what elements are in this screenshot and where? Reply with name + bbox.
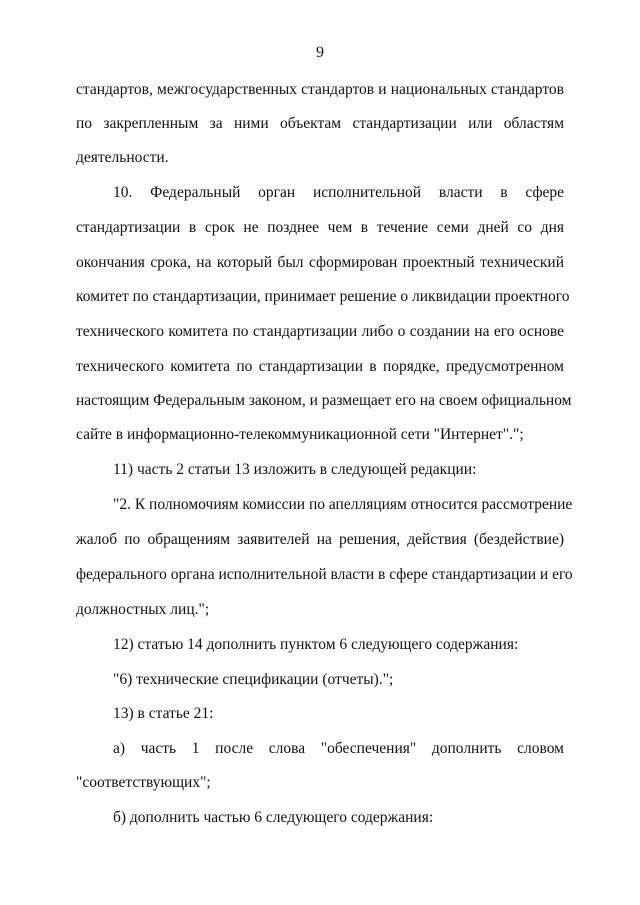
text-line: а) часть 1 после слова "обеспечения" дополнить словом [113,740,564,757]
text-line: "соответствующих"; [76,774,211,791]
text-line: комитет по стандартизации, принимает решение о ликвидации проектного [76,288,570,305]
text-line: технического комитета по стандартизации в порядке, предусмотренном [76,358,564,375]
text-line: 13) в статье 21: [113,705,214,722]
text-line: 12) статью 14 дополнить пунктом 6 следующего содержания: [113,636,519,653]
text-line: должностных лиц."; [76,601,210,618]
text-line: 11) часть 2 статьи 13 изложить в следующей редакции: [113,461,477,478]
text-line: "6) технические спецификации (отчеты)."; [113,671,394,688]
page-number: 9 [316,44,324,61]
text-line: б) дополнить частью 6 следующего содержания: [113,809,434,826]
text-line: сайте в информационно-телекоммуникационной сети "Интернет"."; [76,426,524,443]
text-line: 10. Федеральный орган исполнительной власти в сфере [113,184,564,201]
text-line: стандартизации в срок не позднее чем в течение семи дней со дня [76,219,564,236]
text-line: стандартов, межгосударственных стандартов и национальных стандартов [76,81,564,98]
text-line: федерального органа исполнительной власти в сфере стандартизации и его [76,566,573,583]
text-line: настоящим Федеральным законом, и размещает его на своем официальном [76,392,572,409]
text-line: по закрепленным за ними объектам стандартизации или областям [76,115,564,132]
text-line: жалоб по обращениям заявителей на решения, действия (бездействие) [76,531,564,548]
text-line: деятельности. [76,149,169,166]
text-line: технического комитета по стандартизации либо о создании на его основе [76,323,564,340]
text-line: окончания срока, на который был сформирован проектный технический [76,254,564,271]
text-line: "2. К полномочиям комиссии по апелляциям относится рассмотрение [113,496,573,513]
